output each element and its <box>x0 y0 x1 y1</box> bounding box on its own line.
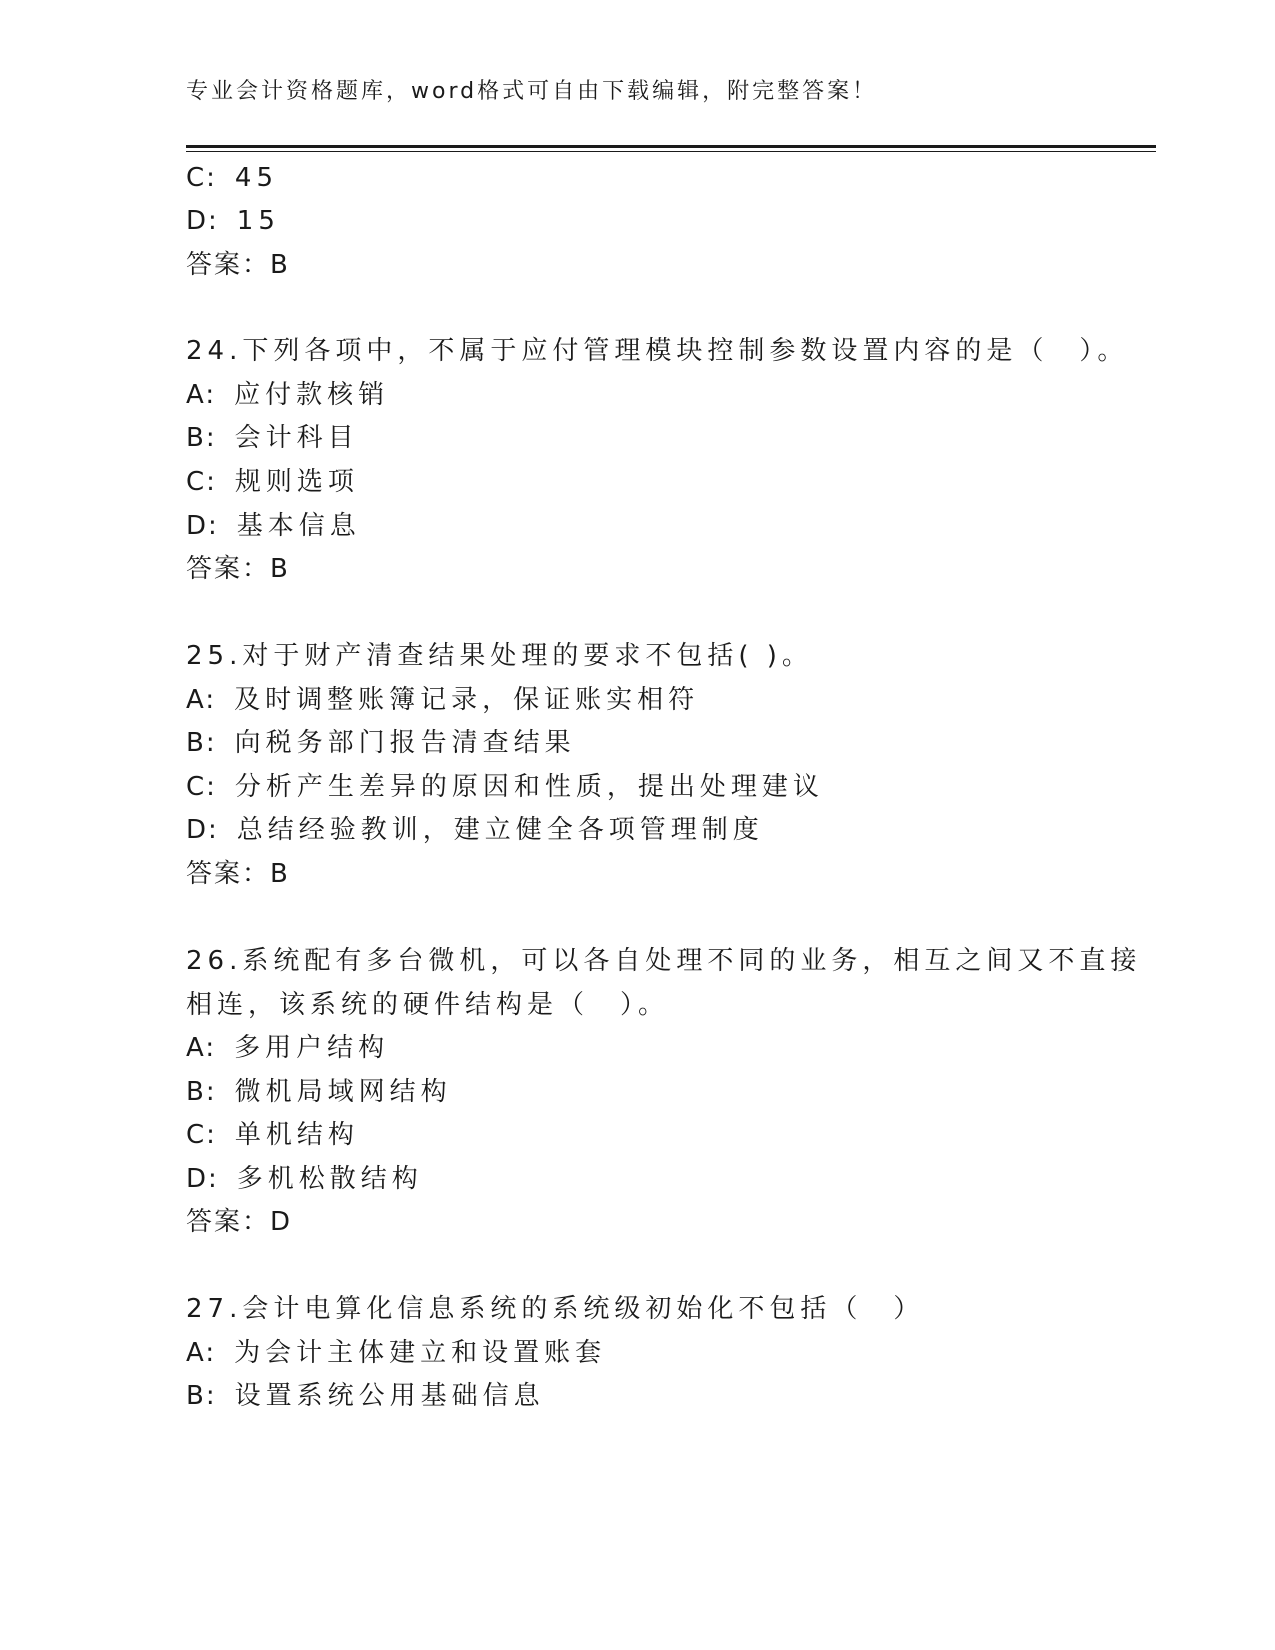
option-line <box>186 204 280 238</box>
page-header: 专业会计资格题库，word格式可自由下载编辑，附完整答案！ <box>186 79 878 104</box>
question-stem-continued: 相连，该系统的硬件结构是（ ）。 <box>186 990 670 1020</box>
answer-line: 答案：B <box>186 250 290 280</box>
option-text: 规则选项 <box>234 467 359 497</box>
option-line <box>186 378 389 412</box>
option-text: 分析产生差异的原因和性质，提出处理建议 <box>234 772 824 802</box>
option-line <box>186 1162 423 1196</box>
option-line <box>186 1118 359 1152</box>
answer-line: 答案：B <box>186 859 290 889</box>
option-line <box>186 161 278 195</box>
option-label: B: <box>186 728 217 758</box>
option-text: 向税务部门报告清查结果 <box>234 728 576 758</box>
answer-line: 答案：D <box>186 1207 293 1237</box>
option-line <box>186 813 764 847</box>
option-label: C: <box>186 772 217 802</box>
option-text: 会计科目 <box>234 423 359 453</box>
option-text: 多用户结构 <box>234 1033 390 1063</box>
option-text: 45 <box>234 163 279 193</box>
option-label: D: <box>186 1164 219 1194</box>
option-label: A: <box>186 1338 217 1368</box>
option-line <box>186 770 824 804</box>
header-rule-thick <box>186 145 1156 148</box>
option-line <box>186 1031 389 1065</box>
option-label: A: <box>186 685 217 715</box>
option-line <box>186 421 359 455</box>
question-stem: 25.对于财产清查结果处理的要求不包括( )。 <box>186 641 813 671</box>
option-line <box>186 683 699 717</box>
option-text: 基本信息 <box>236 511 361 541</box>
option-text: 单机结构 <box>234 1120 359 1150</box>
option-text: 为会计主体建立和设置账套 <box>234 1338 607 1368</box>
option-line <box>186 726 576 760</box>
option-label: C: <box>186 467 217 497</box>
option-label: C: <box>186 1120 217 1150</box>
option-text: 设置系统公用基础信息 <box>234 1381 545 1411</box>
option-text: 15 <box>236 206 280 236</box>
option-label: B: <box>186 423 217 453</box>
option-text: 及时调整账簿记录，保证账实相符 <box>234 685 700 715</box>
option-line <box>186 509 361 543</box>
option-label: D: <box>186 815 219 845</box>
option-line <box>186 1075 452 1109</box>
option-label: D: <box>186 511 219 541</box>
option-line <box>186 1336 606 1370</box>
question-stem: 24.下列各项中，不属于应付管理模块控制参数设置内容的是（ ）。 <box>186 336 1129 366</box>
option-line <box>186 465 359 499</box>
option-text: 总结经验教训，建立健全各项管理制度 <box>236 815 764 845</box>
answer-line: 答案：B <box>186 554 290 584</box>
option-label: B: <box>186 1077 217 1107</box>
option-label: B: <box>186 1381 217 1411</box>
option-label: A: <box>186 1033 217 1063</box>
header-rule-thin <box>186 151 1156 152</box>
option-text: 应付款核销 <box>234 380 390 410</box>
option-label: A: <box>186 380 217 410</box>
option-label: D: <box>186 206 219 236</box>
question-stem: 26.系统配有多台微机，可以各自处理不同的业务，相互之间又不直接 <box>186 946 1142 976</box>
question-stem: 27.会计电算化信息系统的系统级初始化不包括（ ） <box>186 1294 925 1324</box>
option-label: C: <box>186 163 217 193</box>
option-text: 多机松散结构 <box>236 1164 423 1194</box>
option-text: 微机局域网结构 <box>234 1077 452 1107</box>
option-line <box>186 1379 545 1413</box>
